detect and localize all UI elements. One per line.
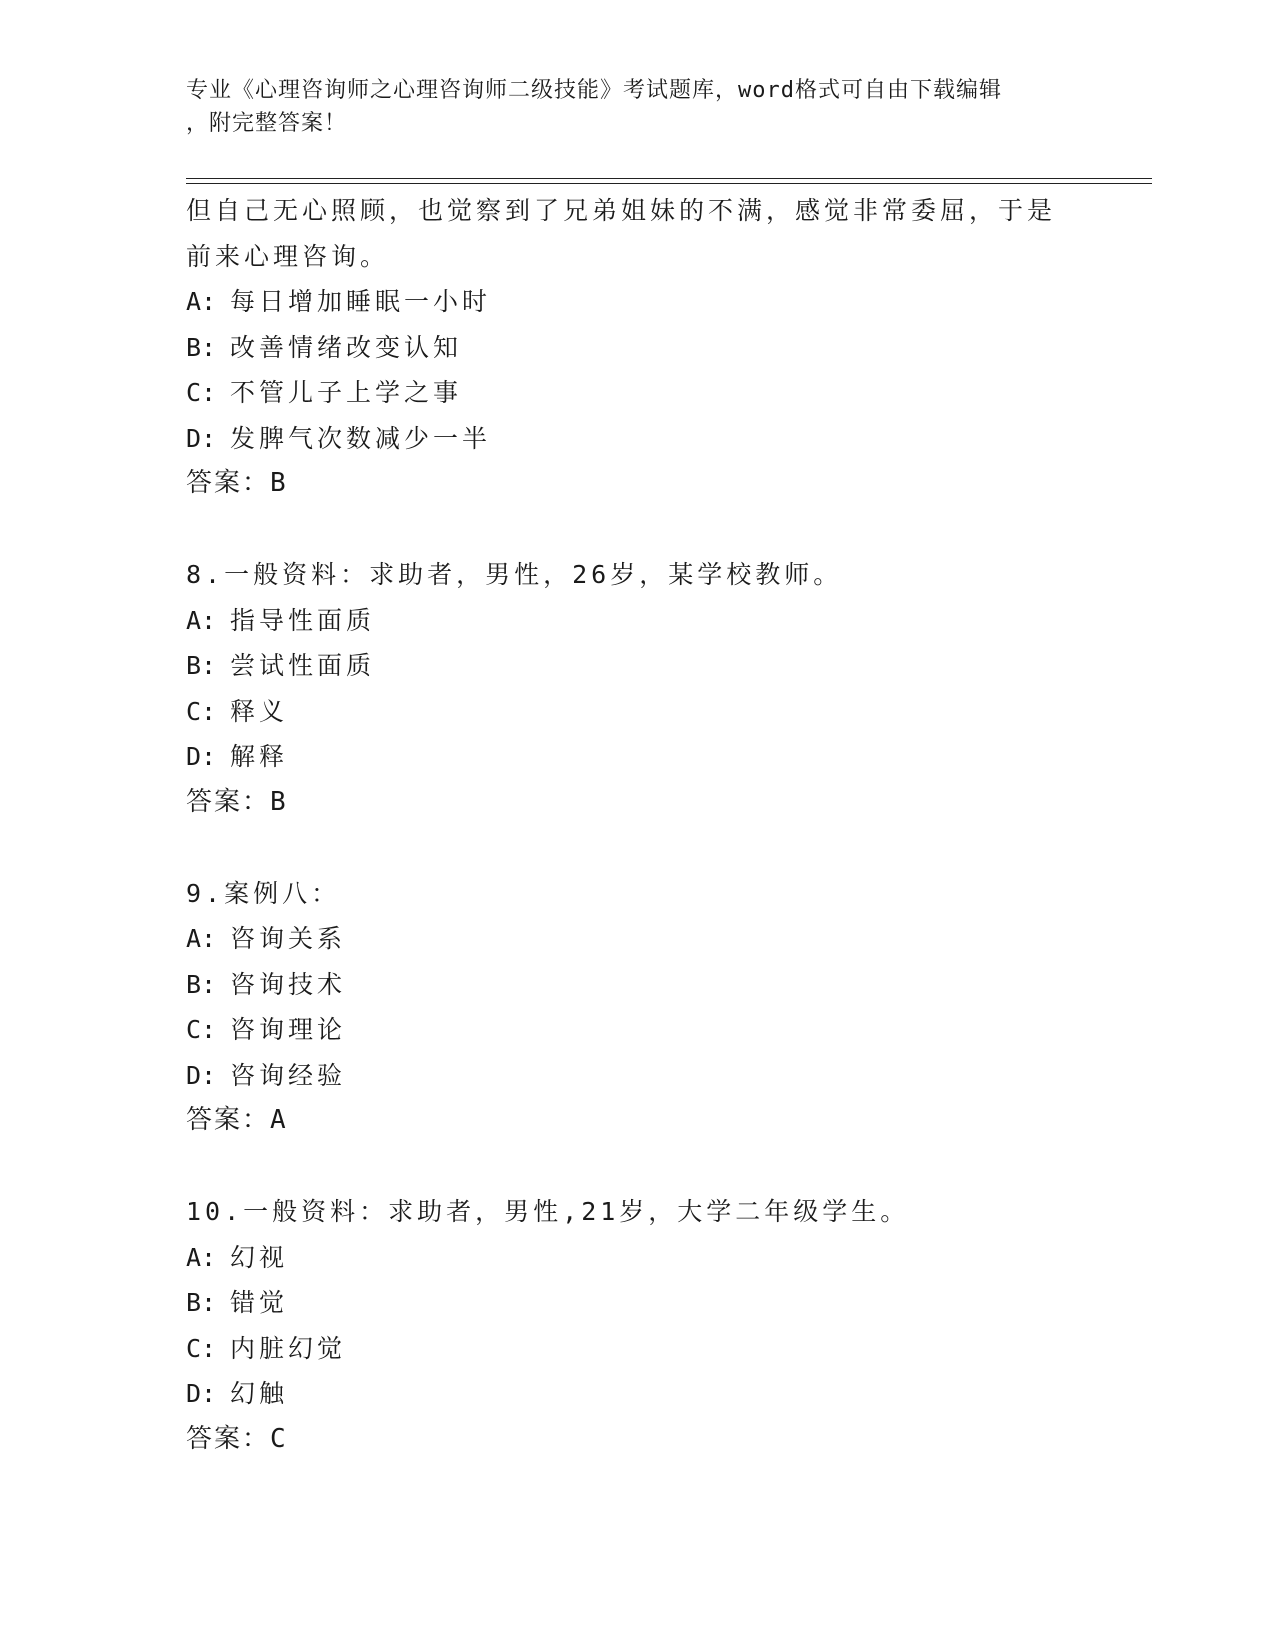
answer-line — [186, 1098, 1086, 1144]
answer-value: B — [270, 468, 286, 498]
option-key: A: — [186, 605, 217, 635]
option-d — [186, 416, 1086, 462]
option-key: B: — [186, 1288, 217, 1317]
answer-line — [186, 1417, 1086, 1463]
option-key: D: — [186, 1379, 217, 1408]
option-key: C: — [186, 378, 217, 407]
option-text: 咨询经验 — [230, 1060, 347, 1090]
question-10 — [186, 1189, 1086, 1462]
answer-label: 答案： — [186, 1105, 271, 1135]
option-key: A: — [186, 924, 217, 953]
option-a — [186, 1235, 1086, 1281]
option-c — [186, 689, 1086, 735]
option-text: 内脏幻觉 — [230, 1333, 347, 1363]
option-text: 咨询理论 — [230, 1015, 347, 1044]
question-spacer — [186, 1144, 1086, 1190]
header-line-1: 专业《心理咨询师之心理咨询师二级技能》考试题库，word格式可自由下载编辑 — [186, 78, 1002, 103]
answer-label: 答案： — [186, 786, 271, 817]
option-text: 每日增加睡眠一小时 — [230, 287, 492, 316]
question-spacer — [186, 825, 1086, 871]
option-text: 错觉 — [230, 1288, 289, 1317]
answer-line — [186, 780, 1086, 826]
option-c — [186, 1326, 1086, 1372]
option-key: C: — [186, 1333, 217, 1363]
answer-value: B — [270, 786, 286, 817]
document-header — [186, 74, 1066, 140]
option-key: B: — [186, 651, 217, 680]
option-text: 发脾气次数减少一半 — [230, 423, 492, 453]
option-key: A: — [186, 287, 217, 316]
question-stem: 10.一般资料：求助者，男性,21岁，大学二年级学生。 — [186, 1197, 910, 1226]
option-a — [186, 279, 1086, 325]
header-divider-bottom — [186, 183, 1152, 184]
option-key: A: — [186, 1242, 217, 1272]
option-text: 解释 — [230, 742, 289, 771]
option-text: 指导性面质 — [230, 605, 376, 635]
option-text: 改善情绪改变认知 — [230, 332, 463, 362]
answer-line — [186, 461, 1086, 507]
option-key: B: — [186, 969, 217, 999]
header-line-2: ，附完整答案！ — [186, 111, 348, 136]
option-text: 不管儿子上学之事 — [230, 378, 463, 407]
answer-label: 答案： — [186, 1423, 271, 1454]
option-key: B: — [186, 332, 217, 362]
option-b — [186, 643, 1086, 689]
option-key: C: — [186, 696, 217, 726]
option-d — [186, 734, 1086, 780]
option-a — [186, 916, 1086, 962]
option-b — [186, 1280, 1086, 1326]
stem-line: 前来心理咨询。 — [186, 241, 390, 271]
option-text: 咨询技术 — [230, 969, 347, 999]
header-divider-top — [186, 178, 1152, 179]
option-key: D: — [186, 423, 217, 453]
question-list — [186, 188, 1086, 1462]
question-9 — [186, 871, 1086, 1144]
question-stem: 8.一般资料：求助者，男性，26岁，某学校教师。 — [186, 560, 843, 589]
answer-value: C — [270, 1423, 286, 1454]
answer-label: 答案： — [186, 468, 271, 498]
option-text: 释义 — [230, 696, 289, 726]
option-text: 幻视 — [230, 1242, 289, 1272]
question-spacer — [186, 507, 1086, 553]
option-text: 咨询关系 — [230, 924, 347, 953]
option-key: D: — [186, 742, 217, 771]
option-key: D: — [186, 1060, 217, 1090]
option-text: 幻触 — [230, 1379, 289, 1408]
option-c — [186, 1007, 1086, 1053]
stem-line: 但自己无心照顾，也觉察到了兄弟姐妹的不满，感觉非常委屈，于是 — [186, 196, 1057, 225]
question-continuation — [186, 188, 1086, 507]
option-text: 尝试性面质 — [230, 651, 376, 680]
answer-value: A — [270, 1105, 286, 1135]
option-d — [186, 1371, 1086, 1417]
option-key: C: — [186, 1015, 217, 1044]
option-b — [186, 962, 1086, 1008]
question-8 — [186, 552, 1086, 825]
option-a — [186, 598, 1086, 644]
question-stem: 9.案例八： — [186, 878, 341, 908]
option-d — [186, 1053, 1086, 1099]
option-c — [186, 370, 1086, 416]
option-b — [186, 325, 1086, 371]
